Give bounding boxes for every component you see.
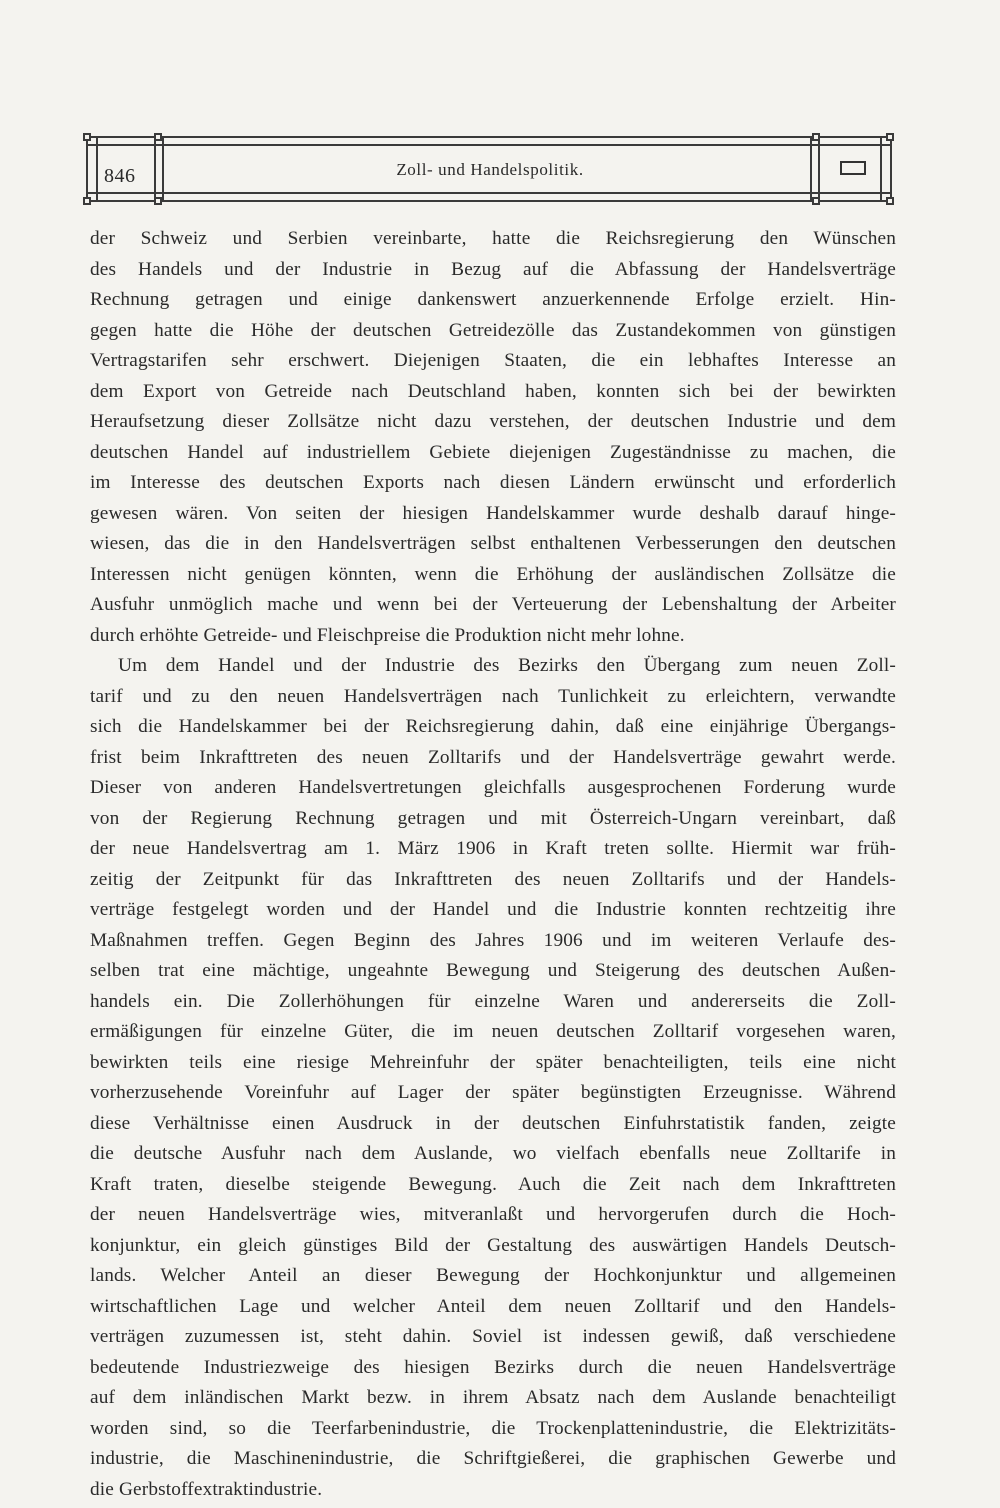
frame-rail xyxy=(86,200,892,202)
text-line: der neuen Handelsverträge wies, mitveranlaßt und hervorgerufen durch die Hoch- xyxy=(90,1204,896,1225)
frame-knob xyxy=(812,197,820,205)
text-line: selben trat eine mächtige, ungeahnte Bewegung und Steigerung des deutschen Außen- xyxy=(90,960,896,981)
frame-post xyxy=(154,136,156,202)
text-line: ermäßigungen für einzelne Güter, die im neuen deutschen Zolltarif vorgesehen waren, xyxy=(90,1021,896,1042)
text-line: Kraft traten, dieselbe steigende Bewegung. Auch die Zeit nach dem Inkrafttreten xyxy=(90,1173,896,1195)
text-line: im Interesse des deutschen Exports nach diesen Ländern erwünscht und erforderlich xyxy=(90,472,896,493)
frame-knob xyxy=(812,133,820,141)
text-line: deutschen Handel auf industriellem Gebiete diejenigen Zugeständnisse zu machen, die xyxy=(90,441,896,463)
text-line: verträgen zuzumessen ist, steht dahin. Soviel ist indessen gewiß, daß verschiedene xyxy=(90,1326,896,1347)
frame-knob xyxy=(154,197,162,205)
frame-knob xyxy=(83,197,91,205)
frame-rail xyxy=(86,144,892,146)
text-line: wirtschaftlichen Lage und welcher Anteil dem neuen Zolltarif und den Handels- xyxy=(90,1295,896,1317)
text-line: vorherzusehende Voreinfuhr auf Lager der später begünstigten Erzeugnisse. Während xyxy=(90,1082,896,1103)
text-line: Dieser von anderen Handelsvertretungen gleichfalls ausgesprochenen Forderung wurde xyxy=(90,777,896,798)
text-line: diese Verhältnisse einen Ausdruck in der deutschen Einfuhrstatistik fanden, zeigte xyxy=(90,1112,896,1134)
frame-post xyxy=(890,136,892,202)
text-line: verträge festgelegt worden und der Handel und die Industrie konnten rechtzeitig ihre xyxy=(90,899,896,920)
text-line: durch erhöhte Getreide- und Fleischpreise die Produktion nicht mehr lohne. xyxy=(90,624,685,646)
text-line: industrie, die Maschinenindustrie, die Schriftgießerei, die graphischen Gewerbe und xyxy=(90,1448,896,1469)
text-line: die Gerbstoffextraktindustrie. xyxy=(90,1478,323,1500)
text-line: worden sind, so die Teerfarbenindustrie, die Trockenplattenindustrie, die Elektrizitäts- xyxy=(90,1417,896,1439)
frame-post xyxy=(880,136,882,202)
text-line: lands. Welcher Anteil an dieser Bewegung der Hochkonjunktur und allgemeinen xyxy=(90,1265,896,1286)
text-line: Maßnahmen treffen. Gegen Beginn des Jahres 1906 und im weiteren Verlaufe des- xyxy=(90,929,896,951)
text-line: die deutsche Ausfuhr nach dem Auslande, wo vielfach ebenfalls neue Zolltarife in xyxy=(90,1143,896,1164)
text-line: Heraufsetzung dieser Zollsätze nicht dazu verstehen, der deutschen Industrie und dem xyxy=(90,411,896,432)
text-line: Rechnung getragen und einige dankenswert anzuerkennende Erfolge erzielt. Hin- xyxy=(90,289,896,310)
text-line: wiesen, das die in den Handelsverträgen selbst enthaltenen Verbesserungen den deutschen xyxy=(90,533,896,554)
text-line: gegen hatte die Höhe der deutschen Getreidezölle das Zustandekommen von günstigen xyxy=(90,319,896,341)
text-line: konjunktur, ein gleich günstiges Bild der Gestaltung des auswärtigen Handels Deutsch- xyxy=(90,1234,896,1256)
frame-knob xyxy=(886,133,894,141)
text-line: frist beim Inkrafttreten des neuen Zolltarifs und der Handelsverträge gewahrt werde. xyxy=(90,746,896,768)
text-line: tarif und zu den neuen Handelsverträgen nach Tunlichkeit zu erleichtern, verwandte xyxy=(90,685,896,707)
frame-post xyxy=(96,136,98,202)
text-line: dem Export von Getreide nach Deutschland haben, konnten sich bei der bewirkten xyxy=(90,380,896,402)
text-line: gewesen wären. Von seiten der hiesigen Handelskammer wurde deshalb darauf hinge- xyxy=(90,502,896,524)
frame-rail xyxy=(86,136,892,138)
frame-knob xyxy=(154,133,162,141)
text-line: bewirkten teils eine riesige Mehreinfuhr der später benachteiligten, teils eine nicht xyxy=(90,1051,896,1073)
ornament-icon xyxy=(840,161,866,175)
page-number: 846 xyxy=(104,165,136,187)
running-title: Zoll- und Handelspolitik. xyxy=(396,160,584,179)
frame-knob xyxy=(886,197,894,205)
text-line: Um dem Handel und der Industrie des Bezirks den Übergang zum neuen Zoll- xyxy=(118,655,896,676)
text-line: Ausfuhr unmöglich mache und wenn bei der Verteuerung der Lebenshaltung der Arbeiter xyxy=(90,594,896,615)
text-line: von der Regierung Rechnung getragen und mit Österreich-Ungarn vereinbart, daß xyxy=(90,807,896,829)
body-text xyxy=(90,224,896,1505)
text-line: sich die Handelskammer bei der Reichsregierung dahin, daß eine einjährige Übergangs- xyxy=(90,716,896,737)
frame-rail xyxy=(86,192,892,194)
text-line: Interessen nicht genügen könnten, wenn die Erhöhung der ausländischen Zollsätze die xyxy=(90,563,896,585)
text-line: auf dem inländischen Markt bezw. in ihrem Absatz nach dem Auslande benachteiligt xyxy=(90,1387,896,1408)
text-line: handels ein. Die Zollerhöhungen für einzelne Waren und andererseits die Zoll- xyxy=(90,990,896,1012)
frame-knob xyxy=(83,133,91,141)
text-line: des Handels und der Industrie in Bezug auf die Abfassung der Handelsverträge xyxy=(90,258,896,280)
frame-post xyxy=(86,136,88,202)
text-line: zeitig der Zeitpunkt für das Inkrafttreten des neuen Zolltarifs und der Handels- xyxy=(90,868,896,890)
text-line: bedeutende Industriezweige des hiesigen Bezirks durch die neuen Handelsverträge xyxy=(90,1356,896,1378)
text-line: Vertragstarifen sehr erschwert. Diejenigen Staaten, die ein lebhaftes Interesse an xyxy=(90,350,896,371)
text-line: der neue Handelsvertrag am 1. März 1906 in Kraft treten sollte. Hiermit war früh- xyxy=(90,838,896,859)
text-line: der Schweiz und Serbien vereinbarte, hatte die Reichsregierung den Wünschen xyxy=(90,228,896,249)
